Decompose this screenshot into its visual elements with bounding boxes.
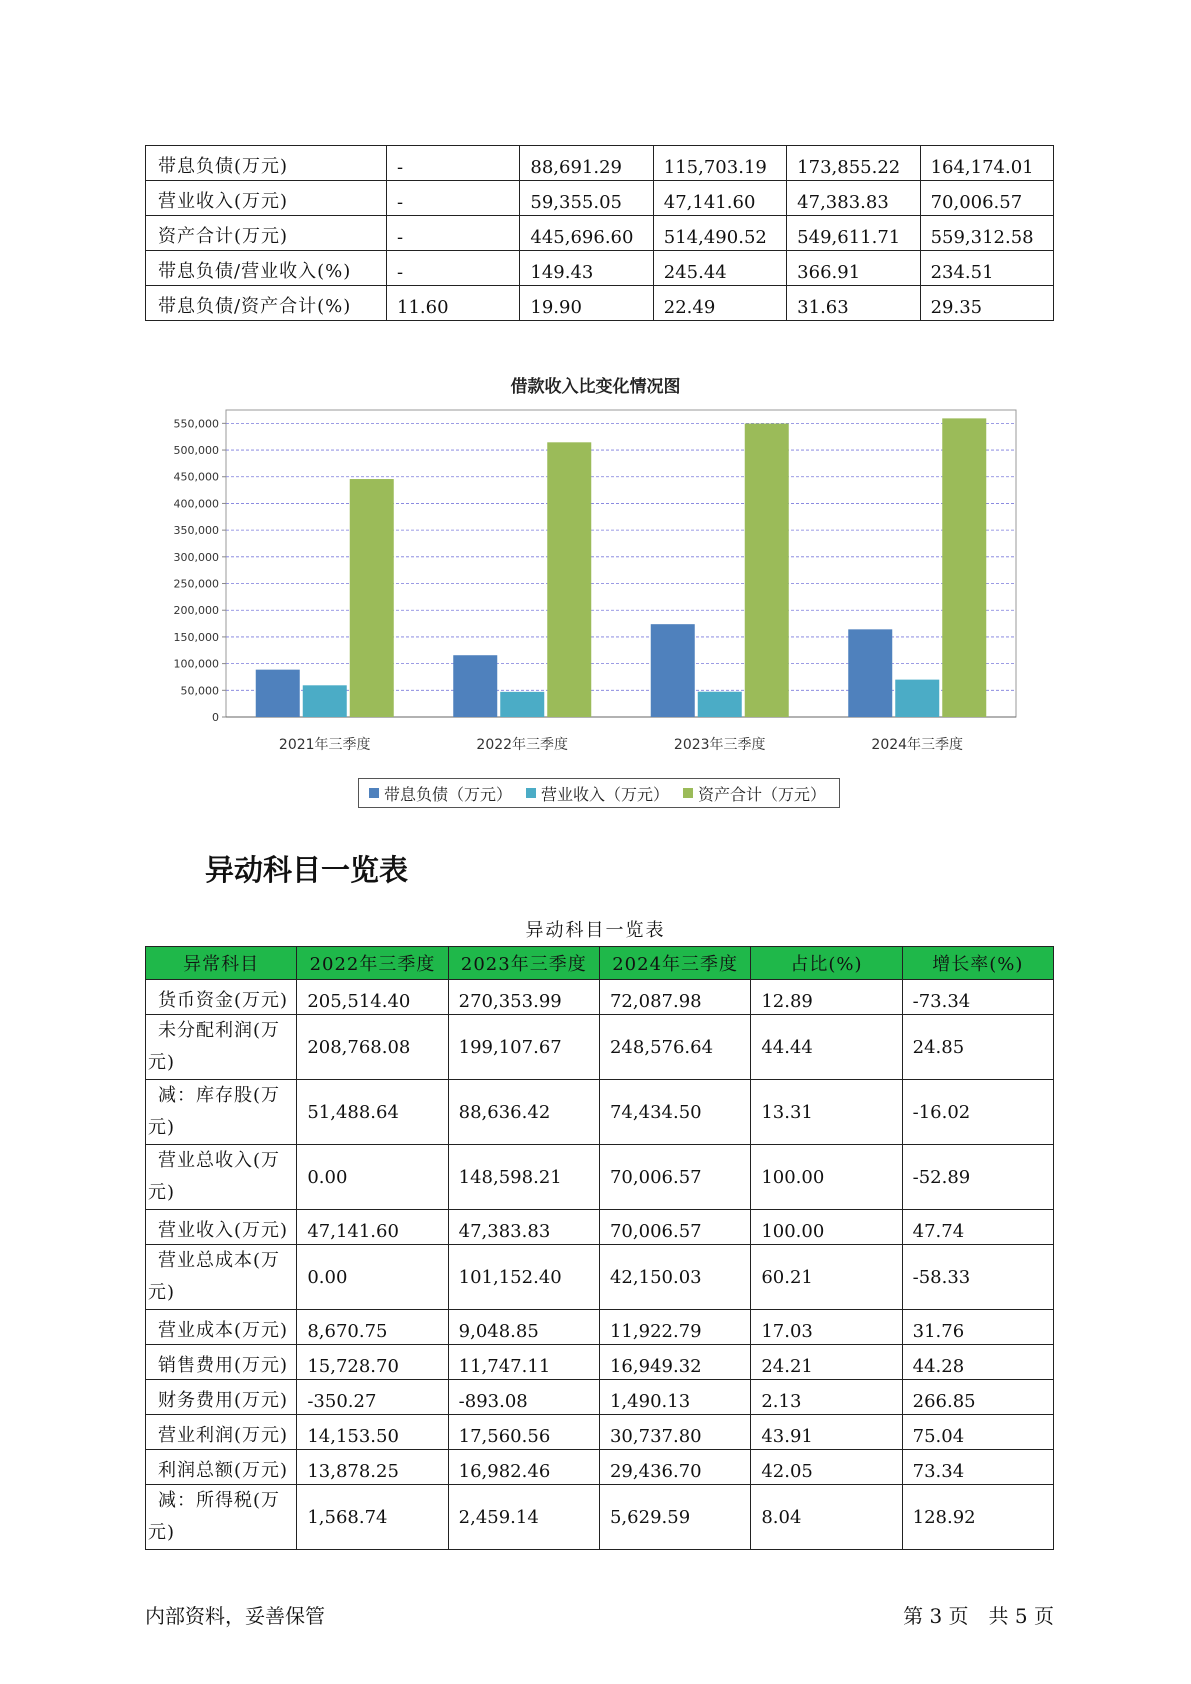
table-cell: 1,568.74 (297, 1485, 448, 1550)
table-cell: 24.21 (751, 1345, 902, 1380)
bar (547, 442, 591, 717)
row-label: 带息负债(万元) (146, 146, 387, 181)
table-cell: 29.35 (920, 286, 1053, 321)
table-cell: 270,353.99 (448, 980, 599, 1015)
table-cell: 47.74 (902, 1210, 1053, 1245)
table-cell: 59,355.05 (520, 181, 653, 216)
chart-title: 借款收入比变化情况图 (510, 377, 681, 397)
column-header: 2023年三季度 (448, 947, 599, 980)
table-cell: 11.60 (387, 286, 520, 321)
table-cell: 9,048.85 (448, 1310, 599, 1345)
table-cell: -58.33 (902, 1245, 1053, 1310)
table-cell: 17.03 (751, 1310, 902, 1345)
table-caption: 异动科目一览表 (525, 920, 666, 941)
row-label: 营业总成本(万元) (146, 1245, 297, 1310)
table-cell: -52.89 (902, 1145, 1053, 1210)
y-tick-label: 450,000 (173, 470, 219, 484)
x-tick-label: 2024年三季度 (871, 737, 964, 753)
y-tick-label: 400,000 (173, 497, 219, 511)
table-row (146, 1145, 1054, 1210)
table-cell: -73.34 (902, 980, 1053, 1015)
row-label: 财务费用(万元) (146, 1380, 297, 1415)
table-row (146, 1485, 1054, 1550)
row-label: 销售费用(万元) (146, 1345, 297, 1380)
table-cell: 0.00 (297, 1145, 448, 1210)
table-cell: 88,636.42 (448, 1080, 599, 1145)
table-cell: 366.91 (787, 251, 920, 286)
table-row (146, 1310, 1054, 1345)
table-cell: 47,383.83 (448, 1210, 599, 1245)
table-row (146, 1345, 1054, 1380)
legend-label: 带息负债（万元） (384, 784, 513, 804)
plot-area (226, 410, 1016, 717)
table-cell: 199,107.67 (448, 1015, 599, 1080)
table-cell: - (387, 251, 520, 286)
table-cell: 13.31 (751, 1080, 902, 1145)
table-cell: 11,922.79 (599, 1310, 750, 1345)
table-cell: 1,490.13 (599, 1380, 750, 1415)
table-row (146, 216, 1054, 251)
y-tick-label: 0 (212, 711, 219, 724)
table-cell: 47,141.60 (653, 181, 786, 216)
table-cell: 13,878.25 (297, 1450, 448, 1485)
table-cell: 44.28 (902, 1345, 1053, 1380)
table-cell: 559,312.58 (920, 216, 1053, 251)
row-label: 资产合计(万元) (146, 216, 387, 251)
legend-swatch (683, 788, 693, 798)
table-row (146, 1015, 1054, 1080)
table-cell: 74,434.50 (599, 1080, 750, 1145)
table-cell: 31.63 (787, 286, 920, 321)
footer-page-number: 第 3 页 共 5 页 (903, 1604, 1054, 1628)
legend-label: 营业收入（万元） (541, 784, 670, 804)
column-header: 2024年三季度 (599, 947, 750, 980)
table-row (146, 980, 1054, 1015)
table-cell: 128.92 (902, 1485, 1053, 1550)
table-cell: -16.02 (902, 1080, 1053, 1145)
row-label: 货币资金(万元) (146, 980, 297, 1015)
y-tick-label: 50,000 (180, 684, 219, 698)
table-cell: -893.08 (448, 1380, 599, 1415)
bar (942, 418, 986, 717)
row-label: 减：所得税(万元) (146, 1485, 297, 1550)
table-cell: 100.00 (751, 1210, 902, 1245)
table-cell: 70,006.57 (920, 181, 1053, 216)
table-cell: 0.00 (297, 1245, 448, 1310)
table-cell: 29,436.70 (599, 1450, 750, 1485)
table-cell: - (387, 216, 520, 251)
table-cell: - (387, 146, 520, 181)
table-row (146, 1380, 1054, 1415)
table-cell: 72,087.98 (599, 980, 750, 1015)
table-cell: - (387, 181, 520, 216)
legend-item (365, 782, 512, 805)
table-row (146, 1450, 1054, 1485)
table-cell: 549,611.71 (787, 216, 920, 251)
table-cell: 31.76 (902, 1310, 1053, 1345)
table-cell: 73.34 (902, 1450, 1053, 1485)
column-header: 异常科目 (146, 947, 297, 980)
column-header: 2022年三季度 (297, 947, 448, 980)
row-label: 营业收入(万元) (146, 1210, 297, 1245)
table-cell: 19.90 (520, 286, 653, 321)
legend-item (522, 782, 669, 805)
table-cell: 11,747.11 (448, 1345, 599, 1380)
table-cell: 22.49 (653, 286, 786, 321)
table-cell: -350.27 (297, 1380, 448, 1415)
row-label: 带息负债/营业收入(%) (146, 251, 387, 286)
table-cell: 15,728.70 (297, 1345, 448, 1380)
table-cell: 70,006.57 (599, 1145, 750, 1210)
y-tick-label: 200,000 (173, 604, 219, 618)
table-cell: 60.21 (751, 1245, 902, 1310)
row-label: 未分配利润(万元) (146, 1015, 297, 1080)
table-cell: 14,153.50 (297, 1415, 448, 1450)
table-cell: 12.89 (751, 980, 902, 1015)
table-cell: 8,670.75 (297, 1310, 448, 1345)
debt-revenue-chart (150, 400, 1030, 770)
legend-swatch (369, 788, 379, 798)
table-cell: 88,691.29 (520, 146, 653, 181)
bar (500, 692, 544, 717)
y-tick-label: 300,000 (173, 550, 219, 564)
table-cell: 173,855.22 (787, 146, 920, 181)
table-cell: 44.44 (751, 1015, 902, 1080)
chart-legend (358, 778, 840, 808)
table-row (146, 1080, 1054, 1145)
table-cell: 234.51 (920, 251, 1053, 286)
table-cell: 514,490.52 (653, 216, 786, 251)
bar (350, 479, 394, 717)
table-cell: 47,141.60 (297, 1210, 448, 1245)
y-tick-label: 500,000 (173, 444, 219, 458)
y-tick-label: 100,000 (173, 657, 219, 671)
table-cell: 115,703.19 (653, 146, 786, 181)
table-cell: 51,488.64 (297, 1080, 448, 1145)
y-tick-label: 250,000 (173, 577, 219, 591)
footer-confidential-note: 内部资料，妥善保管 (145, 1604, 325, 1628)
table-cell: 42,150.03 (599, 1245, 750, 1310)
table-cell: 266.85 (902, 1380, 1053, 1415)
row-label: 营业收入(万元) (146, 181, 387, 216)
table-cell: 30,737.80 (599, 1415, 750, 1450)
table-row (146, 251, 1054, 286)
x-tick-label: 2021年三季度 (278, 737, 371, 753)
table-cell: 24.85 (902, 1015, 1053, 1080)
legend-swatch (526, 788, 536, 798)
table-cell: 245.44 (653, 251, 786, 286)
table-row (146, 1210, 1054, 1245)
table-header-row (146, 947, 1054, 980)
anomaly-items-table (145, 946, 1054, 1550)
legend-label: 资产合计（万元） (698, 784, 827, 804)
table-cell: 47,383.83 (787, 181, 920, 216)
row-label: 利润总额(万元) (146, 1450, 297, 1485)
table-cell: 2.13 (751, 1380, 902, 1415)
row-label: 营业成本(万元) (146, 1310, 297, 1345)
column-header: 占比(%) (751, 947, 902, 980)
table-cell: 16,982.46 (448, 1450, 599, 1485)
table-cell: 248,576.64 (599, 1015, 750, 1080)
column-header: 增长率(%) (902, 947, 1053, 980)
bar (745, 424, 789, 717)
row-label: 减：库存股(万元) (146, 1080, 297, 1145)
row-label: 营业利润(万元) (146, 1415, 297, 1450)
table-cell: 16,949.32 (599, 1345, 750, 1380)
y-tick-label: 550,000 (173, 417, 219, 431)
table-cell: 2,459.14 (448, 1485, 599, 1550)
y-tick-label: 150,000 (173, 630, 219, 644)
bar (256, 670, 300, 717)
table-cell: 205,514.40 (297, 980, 448, 1015)
table-cell: 101,152.40 (448, 1245, 599, 1310)
table-cell: 100.00 (751, 1145, 902, 1210)
table-cell: 17,560.56 (448, 1415, 599, 1450)
bar (453, 655, 497, 717)
table-cell: 445,696.60 (520, 216, 653, 251)
bar (651, 624, 695, 717)
row-label: 营业总收入(万元) (146, 1145, 297, 1210)
debt-metrics-table (145, 145, 1054, 321)
table-cell: 148,598.21 (448, 1145, 599, 1210)
bar (698, 692, 742, 717)
table-cell: 75.04 (902, 1415, 1053, 1450)
table-cell: 42.05 (751, 1450, 902, 1485)
table-cell: 164,174.01 (920, 146, 1053, 181)
bar (848, 629, 892, 717)
table-row (146, 181, 1054, 216)
section-heading: 异动科目一览表 (205, 853, 409, 887)
table-cell: 43.91 (751, 1415, 902, 1450)
x-tick-label: 2023年三季度 (673, 737, 766, 753)
bar (303, 685, 347, 717)
x-tick-label: 2022年三季度 (476, 737, 569, 753)
table-cell: 208,768.08 (297, 1015, 448, 1080)
table-row (146, 1415, 1054, 1450)
table-cell: 5,629.59 (599, 1485, 750, 1550)
table-cell: 149.43 (520, 251, 653, 286)
legend-item (679, 782, 826, 805)
table-cell: 8.04 (751, 1485, 902, 1550)
row-label: 带息负债/资产合计(%) (146, 286, 387, 321)
bar (895, 680, 939, 717)
table-row (146, 1245, 1054, 1310)
table-row (146, 286, 1054, 321)
table-row (146, 146, 1054, 181)
y-tick-label: 350,000 (173, 524, 219, 538)
table-cell: 70,006.57 (599, 1210, 750, 1245)
